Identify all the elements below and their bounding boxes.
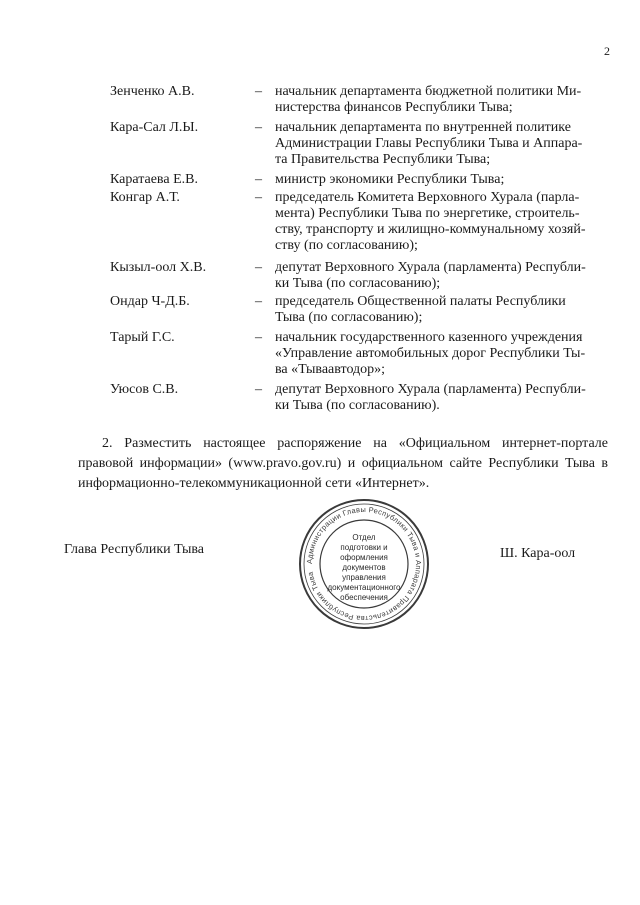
member-position: [275, 330, 608, 378]
member-dash: –: [255, 84, 262, 99]
member-position: [275, 294, 608, 326]
member-position-line: председатель Комитета Верховного Хурала (парла-: [275, 190, 580, 205]
member-position: [275, 120, 608, 168]
member-name: Каратаева Е.В.: [110, 172, 198, 187]
member-position-line: депутат Верховного Хурала (парламента) Республи-: [275, 382, 586, 397]
member-position-line: ва «Тываавтодор»;: [275, 362, 386, 377]
official-seal: [297, 497, 431, 631]
seal-center-line: обеспечения: [340, 593, 388, 602]
member-position-line: председатель Общественной палаты Республики: [275, 294, 566, 309]
page-number: 2: [604, 44, 610, 58]
member-position-line: Администрации Главы Республики Тыва и Аппара-: [275, 136, 583, 151]
signature-title: Глава Республики Тыва: [64, 542, 205, 557]
member-position-line: министр экономики Республики Тыва;: [275, 172, 505, 187]
member-dash: –: [255, 190, 262, 205]
member-dash: –: [255, 382, 262, 397]
seal-center-line: документационного: [327, 583, 401, 592]
seal-center-text: [323, 533, 405, 603]
seal-center-line: Отдел: [352, 533, 376, 542]
member-position: [275, 190, 608, 254]
member-name: Кызыл-оол Х.В.: [110, 260, 207, 275]
member-position-line: депутат Верховного Хурала (парламента) Республи-: [275, 260, 586, 275]
seal-outer-text: Администрации Главы Республики Тыва и Аппарата Правительства Республики Тыва: [304, 504, 424, 624]
member-name: Уюсов С.В.: [110, 382, 179, 397]
member-position: [275, 84, 608, 116]
member-dash: –: [255, 172, 262, 187]
member-dash: –: [255, 120, 262, 135]
member-position-line: начальник государственного казенного учреждения: [275, 330, 583, 345]
member-position-line: та Правительства Республики Тыва;: [275, 152, 491, 167]
member-position-line: Тыва (по согласованию);: [275, 310, 423, 325]
member-position-line: ки Тыва (по согласованию);: [275, 276, 441, 291]
seal-center-line: оформления документов: [340, 553, 388, 572]
signatory-name: Ш. Кара-оол: [500, 546, 576, 561]
member-position-line: мента) Республики Тыва по энергетике, строитель-: [275, 206, 580, 221]
member-position-line: начальник департамента бюджетной политики Ми-: [275, 84, 582, 99]
member-position: [275, 172, 608, 188]
member-dash: –: [255, 260, 262, 275]
member-position: [275, 382, 608, 414]
paragraph-publication: 2. Разместить настоящее распоряжение на «Официальном интернет-портале правовой информации» (www.pravo.gov.ru) и официальном сайте Республики Тыва в информационно-телекоммуникационной сети «Интернет».: [78, 436, 608, 491]
member-name: Конгар А.Т.: [110, 190, 180, 205]
member-name: Кара-Сал Л.Ы.: [110, 120, 199, 135]
seal-center-line: управления: [342, 573, 386, 582]
member-position-line: начальник департамента по внутренней политике: [275, 120, 571, 135]
member-name: Ондар Ч-Д.Б.: [110, 294, 190, 309]
member-name: Тарый Г.С.: [110, 330, 175, 345]
member-dash: –: [255, 330, 262, 345]
member-position-line: ству, транспорту и жилищно-коммунальному хозяй-: [275, 222, 586, 237]
member-position-line: ки Тыва (по согласованию).: [275, 398, 440, 413]
member-position-line: нистерства финансов Республики Тыва;: [275, 100, 513, 115]
member-name: Зенченко А.В.: [110, 84, 195, 99]
seal-center-line: подготовки и: [340, 543, 388, 552]
member-position-line: «Управление автомобильных дорог Республики Ты-: [275, 346, 586, 361]
member-dash: –: [255, 294, 262, 309]
member-position-line: ству (по согласованию);: [275, 238, 418, 253]
member-position: [275, 260, 608, 292]
